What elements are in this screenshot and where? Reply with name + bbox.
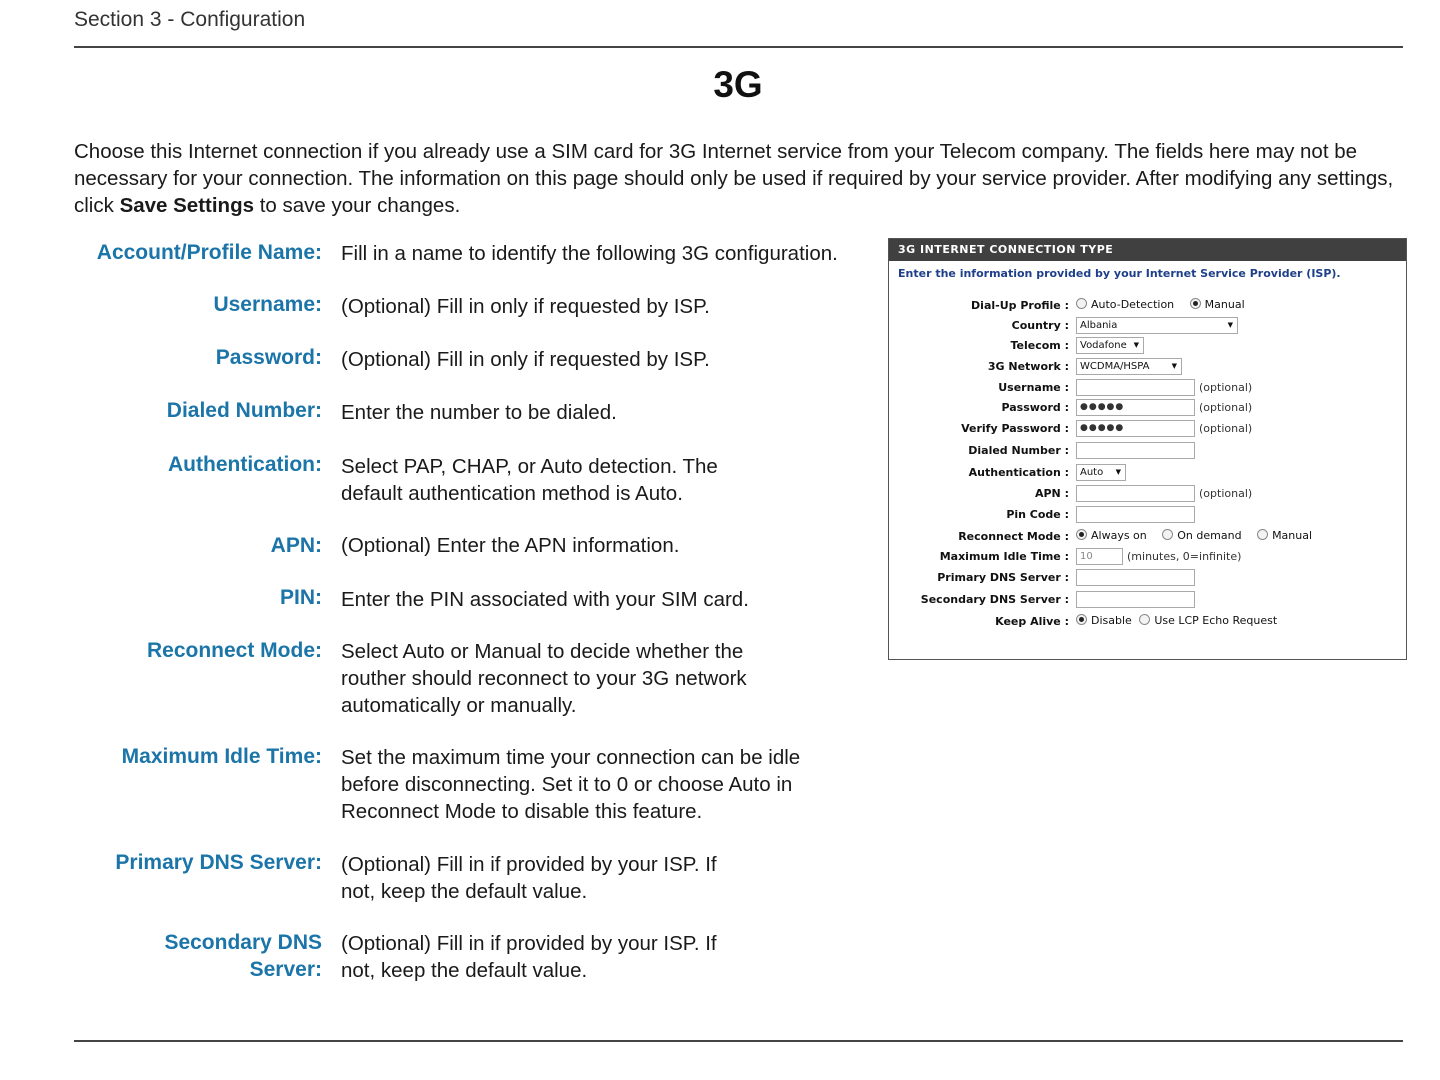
radio-on-demand-label: On demand <box>1177 528 1242 542</box>
def-label-reconnect-mode: Reconnect Mode: <box>146 639 322 662</box>
header-divider <box>74 46 1403 48</box>
max-idle-time-note: (minutes, 0=infinite) <box>1127 550 1242 563</box>
chevron-down-icon: ▼ <box>1115 468 1121 476</box>
def-label-secondary-dns: Secondary DNS Server: <box>164 931 322 981</box>
3g-network-select[interactable] <box>1076 358 1182 375</box>
primary-dns-label: Primary DNS Server : <box>937 571 1069 584</box>
row-country <box>889 317 1406 337</box>
panel-title: 3G INTERNET CONNECTION TYPE <box>889 239 1406 261</box>
row-authentication <box>889 464 1406 484</box>
radio-always-on-label: Always on <box>1091 528 1147 542</box>
footer-divider <box>74 1040 1403 1042</box>
def-label-username: Username: <box>213 293 322 316</box>
def-label-dialed-number: Dialed Number: <box>166 399 322 422</box>
row-reconnect-mode <box>889 528 1406 548</box>
def-label-password: Password: <box>215 346 322 369</box>
username-optional-note: (optional) <box>1199 381 1253 394</box>
def-text-username: (Optional) Fill in only if requested by ISP. <box>341 295 710 318</box>
radio-lcp-echo-label: Use LCP Echo Request <box>1154 613 1278 627</box>
telecom-select[interactable] <box>1076 337 1144 354</box>
radio-auto-detection[interactable] <box>1076 298 1087 309</box>
username-label: Username : <box>998 381 1069 394</box>
def-label-authentication: Authentication: <box>168 453 322 476</box>
primary-dns-input[interactable] <box>1076 569 1195 586</box>
country-select[interactable] <box>1076 317 1238 334</box>
verify-password-optional-note: (optional) <box>1199 422 1253 435</box>
apn-label: APN : <box>1034 487 1069 500</box>
radio-manual-reconnect-label: Manual <box>1272 528 1313 542</box>
intro-text: Choose this Internet connection if you already use a SIM card for 3G Internet service from your Telecom company. The fields here may not be necessary for your connection. The information on this page should only be used if required by your service provider. After modifying any settings, click <box>74 140 1394 217</box>
def-text-authentication: Select PAP, CHAP, or Auto detection. The default authentication method is Auto. <box>341 455 718 505</box>
pin-code-input[interactable] <box>1076 506 1195 523</box>
dialup-profile-label: Dial-Up Profile : <box>971 299 1069 312</box>
def-text-dialed-number: Enter the number to be dialed. <box>341 401 617 424</box>
panel-subtitle: Enter the information provided by your Internet Service Provider (ISP). <box>898 267 1341 280</box>
def-text-password: (Optional) Fill in only if requested by ISP. <box>341 348 710 371</box>
authentication-label: Authentication : <box>968 466 1069 479</box>
secondary-dns-label: Secondary DNS Server : <box>920 593 1069 606</box>
keep-alive-label: Keep Alive : <box>995 615 1069 628</box>
row-telecom <box>889 337 1406 357</box>
def-text-account: Fill in a name to identify the following 3G configuration. <box>341 242 838 265</box>
def-text-apn: (Optional) Enter the APN information. <box>341 534 680 557</box>
intro-paragraph <box>74 138 1414 219</box>
def-label-max-idle: Maximum Idle Time: <box>121 745 322 768</box>
apn-input[interactable] <box>1076 485 1195 502</box>
radio-keepalive-disable-label: Disable <box>1091 613 1132 627</box>
row-3g-network <box>889 358 1406 378</box>
row-password <box>889 399 1406 419</box>
authentication-select[interactable] <box>1076 464 1126 481</box>
pin-code-label: Pin Code : <box>1006 508 1069 521</box>
def-text-primary-dns: (Optional) Fill in if provided by your ISP. If not, keep the default value. <box>341 853 717 903</box>
def-text-max-idle: Set the maximum time your connection can be idle before disconnecting. Set it to 0 or choose Auto in Reconnect Mode to disable this feature. <box>341 746 801 823</box>
radio-manual-profile[interactable] <box>1190 298 1201 309</box>
row-dialed-number <box>889 442 1406 462</box>
chevron-down-icon: ▼ <box>1171 362 1177 370</box>
chevron-down-icon: ▼ <box>1227 321 1233 329</box>
password-label: Password : <box>1001 401 1069 414</box>
3g-network-value: WCDMA/HSPA <box>1080 361 1150 372</box>
country-value: Albania <box>1080 320 1118 331</box>
verify-password-input[interactable]: ●●●●● <box>1076 420 1195 437</box>
dialed-number-label: Dialed Number : <box>968 444 1069 457</box>
row-verify-password <box>889 420 1406 440</box>
row-pin-code <box>889 506 1406 526</box>
max-idle-time-label: Maximum Idle Time : <box>939 550 1069 563</box>
country-label: Country : <box>1011 319 1069 332</box>
apn-optional-note: (optional) <box>1199 487 1253 500</box>
chevron-down-icon: ▼ <box>1133 341 1139 349</box>
max-idle-time-input[interactable]: 10 <box>1076 548 1123 565</box>
page-title: 3G <box>713 64 763 105</box>
row-secondary-dns <box>889 591 1406 611</box>
telecom-label: Telecom : <box>1010 339 1069 352</box>
reconnect-mode-label: Reconnect Mode : <box>958 530 1069 543</box>
row-primary-dns <box>889 569 1406 589</box>
row-max-idle-time <box>889 548 1406 568</box>
password-optional-note: (optional) <box>1199 401 1253 414</box>
radio-auto-detection-label: Auto-Detection <box>1091 297 1175 311</box>
secondary-dns-input[interactable] <box>1076 591 1195 608</box>
username-input[interactable] <box>1076 379 1195 396</box>
def-text-reconnect-mode: Select Auto or Manual to decide whether the routher should reconnect to your 3G network automatically or manually. <box>341 640 747 717</box>
radio-on-demand[interactable] <box>1162 529 1173 540</box>
3g-connection-panel <box>888 238 1407 660</box>
dialed-number-input[interactable] <box>1076 442 1195 459</box>
def-text-pin: Enter the PIN associated with your SIM card. <box>341 588 749 611</box>
section-header: Section 3 - Configuration <box>74 8 306 31</box>
def-label-pin: PIN: <box>280 586 322 609</box>
radio-lcp-echo[interactable] <box>1139 614 1150 625</box>
row-keep-alive <box>889 613 1406 633</box>
row-apn <box>889 485 1406 505</box>
radio-always-on[interactable] <box>1076 529 1087 540</box>
row-dialup-profile <box>889 297 1406 317</box>
intro-text-end: to save your changes. <box>254 194 461 217</box>
def-label-apn: APN: <box>270 534 322 557</box>
authentication-value: Auto <box>1080 467 1104 478</box>
radio-keepalive-disable[interactable] <box>1076 614 1087 625</box>
def-label-primary-dns: Primary DNS Server: <box>115 851 322 874</box>
telecom-value: Vodafone <box>1080 340 1127 351</box>
row-username <box>889 379 1406 399</box>
verify-password-label: Verify Password : <box>961 422 1069 435</box>
save-settings-emphasis: Save Settings <box>119 194 255 217</box>
radio-manual-reconnect[interactable] <box>1257 529 1268 540</box>
def-text-secondary-dns: (Optional) Fill in if provided by your ISP. If not, keep the default value. <box>341 932 717 982</box>
password-input[interactable]: ●●●●● <box>1076 399 1195 416</box>
radio-manual-profile-label: Manual <box>1204 297 1245 311</box>
def-label-account: Account/Profile Name: <box>96 241 322 264</box>
3g-network-label: 3G Network : <box>987 360 1069 373</box>
